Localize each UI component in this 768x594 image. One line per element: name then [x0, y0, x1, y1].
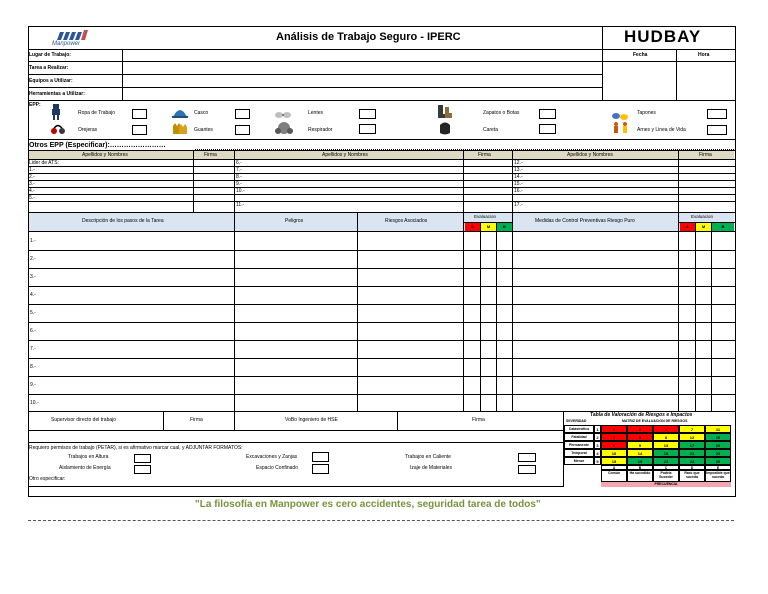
eval-m-label-2: M [701, 224, 706, 229]
risk-cell: 7 [679, 425, 705, 433]
participant-11: 11.- [236, 202, 245, 208]
lugar-trabajo-label: Lugar de Trabajo: [29, 52, 71, 58]
step-row-8: 8.- [30, 364, 36, 370]
eval-b-label-1: B [503, 224, 506, 229]
herramientas-field[interactable] [123, 88, 601, 99]
risk-cell: 24 [679, 457, 705, 465]
permit-label-aislamiento: Aislamiento de Energía [59, 465, 111, 471]
frequency-label: Común [601, 470, 627, 482]
risk-cell: 21 [679, 449, 705, 457]
frequency-letter: E [705, 465, 731, 470]
epp-checkbox-careta[interactable] [539, 124, 556, 134]
severity-number: 1 [594, 425, 601, 433]
otros-epp-field[interactable] [195, 140, 734, 150]
epp-label-orejeras: Orejeras [78, 127, 98, 133]
earmuffs-icon [51, 122, 65, 140]
epp-label-ropa: Ropa de Trabajo [78, 110, 115, 116]
step-row-7: 7.- [30, 346, 36, 352]
risk-cell: 11 [705, 425, 731, 433]
hudbay-logo: HUDBAY [624, 27, 702, 46]
participant-12: 12.- [514, 160, 523, 166]
epp-label: EPP: [29, 102, 41, 108]
step-row-4: 4.- [30, 292, 36, 298]
manpower-logo-text: Manpower [52, 41, 81, 47]
risk-matrix-subtitle: MATRIZ DE EVALUACION DE RIESGOS [622, 419, 688, 423]
step-row-2: 2.- [30, 256, 36, 262]
page-title: Análisis de Trabajo Seguro - IPERC [276, 31, 461, 43]
frequency-letter: C [653, 465, 679, 470]
tarea-field[interactable] [123, 62, 601, 73]
participant-6: 6.- [236, 160, 242, 166]
epp-label-lentes: Lentes [308, 110, 324, 116]
eval-b-label-2: B [721, 224, 725, 229]
risk-matrix-severidad: SEVERIDAD [566, 419, 587, 423]
epp-checkbox-lentes[interactable] [359, 109, 376, 119]
steps-medidas-header: Medidas de Control Preventivas Riesgo Puro [535, 218, 635, 224]
risk-cell: 6 [601, 441, 627, 449]
participants-sign-header-2: Firma [478, 152, 491, 158]
participants-name-header-1: Apellidos y Nombres [82, 152, 128, 158]
gloves-icon [172, 122, 188, 140]
participants-name-header-3: Apellidos y Nombres [567, 152, 613, 158]
participant-13: 13.- [514, 167, 523, 173]
steps-riesgos-header: Riesgos Asociados [385, 218, 428, 224]
frequency-band: FRECUENCIA [601, 482, 731, 487]
participant-3: 3.- [29, 181, 35, 187]
participant-1: 1.- [29, 167, 35, 173]
permit-checkbox-excavaciones[interactable] [312, 452, 329, 462]
hora-label: Hora [698, 52, 710, 58]
steps-peligros-header: Peligros [285, 218, 304, 224]
tarea-label: Tarea a Realizar: [29, 65, 69, 71]
participant-9: 9.- [236, 181, 242, 187]
severity-label: Menor [564, 457, 594, 465]
severity-number: 5 [594, 457, 601, 465]
eval-a-label-2: A [686, 224, 689, 229]
eval-m-label-1: M [486, 224, 491, 229]
step-row-6: 6.- [30, 328, 36, 334]
permit-checkbox-confinado[interactable] [312, 464, 329, 474]
risk-cell: 3 [601, 433, 627, 441]
footer-motto: "La filosofía en Manpower es cero accidentes, seguridad tarea de todos" [195, 499, 541, 510]
participant-7: 7.- [236, 167, 242, 173]
risk-cell: 1 [601, 425, 627, 433]
severity-label: Fatalidad [564, 433, 594, 441]
respirator-icon [275, 121, 293, 140]
severity-number: 2 [594, 433, 601, 441]
frequency-label: Imposible que suceda [705, 470, 731, 482]
fecha-label: Fecha [633, 52, 648, 58]
epp-label-guantes: Guantes [194, 127, 213, 133]
participant-16: 16.- [514, 188, 523, 194]
severity-number: 3 [594, 441, 601, 449]
step-row-1: 1.- [30, 238, 36, 244]
risk-cell: 9 [627, 441, 653, 449]
permit-label-altura: Trabajos en Altura [68, 454, 109, 460]
participant-4: 4.- [29, 188, 35, 194]
risk-cell: 23 [705, 449, 731, 457]
epp-checkbox-respirador[interactable] [359, 124, 376, 134]
participant-17: 17.- [514, 202, 523, 208]
vobo-label: VoBo Ingeniero de HSE [285, 417, 338, 423]
risk-cell: 15 [601, 457, 627, 465]
harness-icon [612, 121, 630, 140]
risk-cell: 2 [627, 425, 653, 433]
step-row-10: 10.- [30, 400, 39, 406]
frequency-letter: A [601, 465, 627, 470]
epp-label-respirador: Respirador [308, 127, 333, 133]
step-row-9: 9.- [30, 382, 36, 388]
risk-cell: 10 [601, 449, 627, 457]
permit-checkbox-izaje[interactable] [518, 465, 536, 474]
risk-cell: 12 [679, 433, 705, 441]
participants-name-header-2: Apellidos y Nombres [322, 152, 368, 158]
epp-checkbox-casco[interactable] [235, 109, 250, 119]
epp-checkbox-ropa[interactable] [132, 109, 147, 119]
step-row-5: 5.- [30, 310, 36, 316]
firma-hse-label: Firma [472, 417, 485, 423]
risk-matrix-title: Tabla de Valoración de Riesgos e Impactos [590, 412, 693, 418]
participant-8: 8.- [236, 174, 242, 180]
otro-especificar-field[interactable] [80, 475, 560, 484]
risk-cell: 19 [627, 457, 653, 465]
participant-5: 5.- [29, 195, 35, 201]
severity-label: Permanente [564, 441, 594, 449]
lider-ats-label: Lider de ATS: [29, 160, 59, 166]
risk-cell: 25 [705, 457, 731, 465]
risk-cell: 14 [627, 449, 653, 457]
otro-especificar-label: Otro especificar: [29, 476, 66, 482]
epp-label-zapatos: Zapatos o Botas [483, 110, 520, 116]
epp-label-casco: Casco [194, 110, 209, 116]
footer-dashed-line [28, 520, 734, 521]
participant-15: 15.- [514, 181, 523, 187]
risk-cell: 22 [653, 457, 679, 465]
equipos-field[interactable] [123, 75, 601, 86]
epp-label-arnes: Arnes y Linea de Vida [637, 127, 686, 133]
frequency-label: Ha sucedido [627, 470, 653, 482]
permit-label-izaje: Izaje de Materiales [410, 465, 452, 471]
steps-eval-header-2: Evaluacion [691, 214, 714, 219]
firma-supervisor-label: Firma [190, 417, 203, 423]
participants-sign-header-1: Firma [204, 152, 217, 158]
severity-number: 4 [594, 449, 601, 457]
permit-checkbox-caliente[interactable] [518, 453, 536, 462]
herramientas-label: Herramientas a Utilizar: [29, 91, 85, 97]
epp-checkbox-guantes[interactable] [235, 125, 250, 135]
frequency-letter: D [679, 465, 705, 470]
risk-cell: 16 [705, 433, 731, 441]
eval-a-label-1: A [471, 224, 474, 229]
severity-label: Temporal [564, 449, 594, 457]
risk-cell: 4 [653, 425, 679, 433]
participant-10: 10.- [236, 188, 245, 194]
risk-cell: 13 [653, 441, 679, 449]
risk-cell: 17 [679, 441, 705, 449]
risk-cell: 8 [653, 433, 679, 441]
steps-desc-header: Descripción de los pasos de la Tarea [82, 218, 164, 224]
supervisor-label: Supervisor directo del trabajo [51, 417, 117, 423]
frequency-label: Podría Suceder [653, 470, 679, 482]
epp-checkbox-arnes[interactable] [707, 125, 727, 135]
severity-label: Catastrófico [564, 425, 594, 433]
participants-sign-header-3: Firma [699, 152, 712, 158]
frequency-label: Raro que suceda [679, 470, 705, 482]
epp-checkbox-tapones[interactable] [707, 109, 727, 119]
epp-label-careta: Careta [483, 127, 499, 133]
steps-eval-header-1: Evaluacion [474, 214, 497, 219]
epp-label-tapones: Tapones [637, 110, 656, 116]
permit-checkbox-altura[interactable] [134, 454, 151, 463]
risk-cell: 18 [653, 449, 679, 457]
permit-label-excavaciones: Excavaciones y Zanjas [246, 454, 298, 460]
permit-checkbox-aislamiento[interactable] [134, 465, 151, 474]
risk-matrix [564, 411, 734, 495]
lugar-trabajo-field[interactable] [123, 50, 601, 60]
participant-2: 2.- [29, 174, 35, 180]
equipos-label: Equipos a Utilizar: [29, 78, 73, 84]
permit-label-caliente: Trabajos en Caliente [405, 454, 451, 460]
permit-label-confinado: Espacio Confinado [256, 465, 298, 471]
epp-checkbox-zapatos[interactable] [539, 109, 556, 119]
frequency-letter: B [627, 465, 653, 470]
otros-epp-label: Otros EPP (Especificar):…………………… [29, 142, 166, 149]
risk-cell: 20 [705, 441, 731, 449]
permits-intro: Requiero permisos de trabajo (PETAR), si es afirmativo marcar cual, y ADJUNTAR FORMATOS: [29, 445, 243, 451]
step-row-3: 3.- [30, 274, 36, 280]
risk-matrix-grid [564, 425, 734, 495]
participant-14: 14.- [514, 174, 523, 180]
welding-mask-icon [438, 121, 452, 140]
risk-cell: 5 [627, 433, 653, 441]
epp-checkbox-orejeras[interactable] [132, 125, 147, 135]
